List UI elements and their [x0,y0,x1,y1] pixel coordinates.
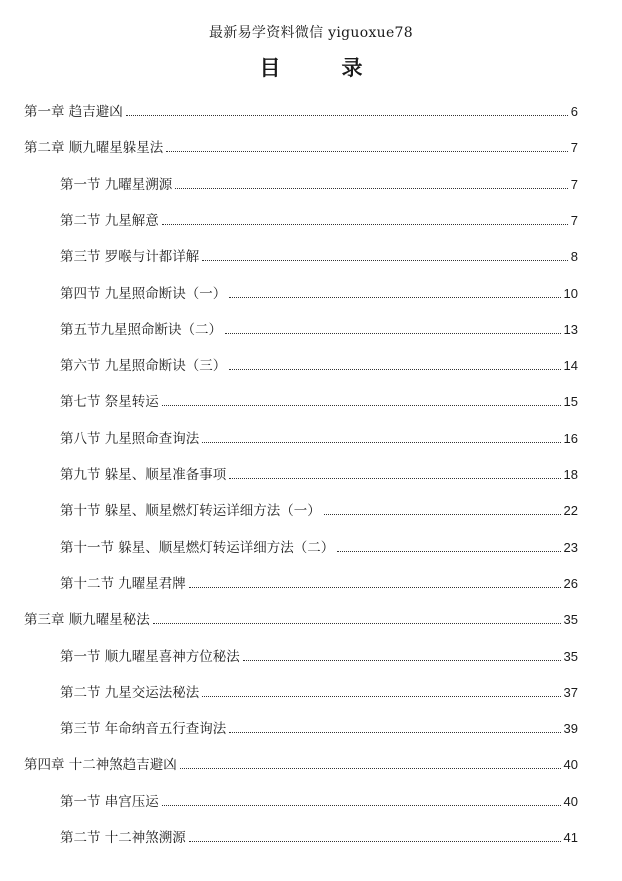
toc-page-number: 41 [563,830,578,845]
toc-dot-leader [229,368,560,370]
toc-page-number: 37 [563,684,578,700]
toc-dot-leader [229,731,560,733]
toc-page-number: 13 [563,321,578,337]
toc-dot-leader [189,586,561,588]
toc-page-number: 7 [570,212,578,228]
toc-entry-text: 第三章 顺九曜星秘法 [24,612,150,629]
toc-section-entry[interactable] [60,790,578,810]
toc-page-number: 23 [563,539,578,555]
toc-page-number: 22 [563,503,578,519]
toc-page-number: 7 [570,176,578,192]
toc-chapter-entry[interactable] [24,100,578,120]
toc-page-number: 10 [563,285,578,301]
toc-entry-text: 第八节 九星照命查询法 [60,430,200,447]
header-note: 最新易学资料微信 yiguoxue78 [209,25,413,41]
toc-dot-leader [229,477,560,479]
toc-page-number: 18 [563,467,578,482]
toc-section-entry[interactable] [60,282,578,302]
toc-page-number: 8 [570,249,578,265]
toc-dot-leader [202,695,560,697]
toc-entry-text: 第十节 躲星、顺星燃灯转运详细方法（一） [60,503,321,520]
toc-entry-text: 第九节 躲星、顺星准备事项 [60,467,227,483]
toc-dot-leader [324,513,561,515]
toc-chapter-entry[interactable] [24,608,578,628]
toc-dot-leader [153,622,561,624]
toc-dot-leader [166,150,567,152]
toc-title: 目 录 [259,55,383,80]
toc-entry-text: 第一章 趋吉避凶 [24,104,123,120]
toc-section-entry[interactable] [60,463,578,483]
toc-entry-text: 第七节 祭星转运 [60,394,159,411]
toc-section-entry[interactable] [60,572,578,592]
toc-dot-leader [202,441,560,443]
toc-section-entry[interactable] [60,717,578,737]
toc-entry-text: 第三节 罗喉与计都详解 [60,249,200,266]
toc-dot-leader [162,404,561,406]
toc-section-entry[interactable] [60,645,578,665]
toc-chapter-entry[interactable] [24,136,578,156]
toc-page-number: 26 [563,575,578,591]
toc-page-number: 16 [563,430,578,446]
toc-entry-text: 第十二节 九曜星君牌 [60,575,186,592]
toc-section-entry[interactable] [60,427,578,447]
toc-entry-text: 第十一节 躲星、顺星燃灯转运详细方法（二） [60,539,335,556]
toc-section-entry[interactable] [60,173,578,193]
toc-entry-text: 第二节 九星交运法秘法 [60,684,200,701]
toc-chapter-entry[interactable] [24,753,578,773]
toc-page-number: 35 [563,648,578,664]
toc-page-number: 39 [563,721,578,737]
toc-page-number: 6 [570,104,578,119]
toc-page-number: 7 [570,140,578,156]
toc-section-entry[interactable] [60,390,578,410]
toc-dot-leader [175,187,567,189]
toc-dot-leader [162,804,561,806]
toc-entry-text: 第三节 年命纳音五行查询法 [60,721,227,738]
toc-entry-text: 第二章 顺九曜星躲星法 [24,140,164,157]
toc-entry-text: 第二节 九星解意 [60,212,159,229]
toc-entry-text: 第四章 十二神煞趋吉避凶 [24,757,177,774]
toc-page-number: 15 [563,394,578,410]
toc-entry-text: 第六节 九星照命断诀（三） [60,358,227,375]
toc-page-number: 14 [563,358,578,374]
toc-page-number: 40 [563,793,578,809]
toc-entry-text: 第一节 九曜星溯源 [60,176,173,193]
toc-entry-text: 第二节 十二神煞溯源 [60,830,186,846]
toc-section-entry[interactable] [60,499,578,519]
toc-dot-leader [229,296,560,298]
toc-dot-leader [337,550,560,552]
toc-entry-text: 第一节 顺九曜星喜神方位秘法 [60,648,240,665]
toc-page-number: 35 [563,612,578,628]
toc-dot-leader [243,659,561,661]
toc-section-entry[interactable] [60,245,578,265]
toc-section-entry[interactable] [60,318,578,338]
toc-section-entry[interactable] [60,354,578,374]
toc-entry-text: 第五节九星照命断诀（二） [60,321,222,338]
toc-dot-leader [225,332,561,334]
toc-entry-text: 第一节 串宫压运 [60,793,159,810]
toc-page-number: 40 [563,757,578,773]
toc-section-entry[interactable] [60,826,578,846]
toc-dot-leader [162,223,568,225]
toc-dot-leader [126,114,568,116]
toc-dot-leader [202,259,567,261]
toc-section-entry[interactable] [60,536,578,556]
toc-entry-text: 第四节 九星照命断诀（一） [60,285,227,302]
toc-section-entry[interactable] [60,681,578,701]
toc-section-entry[interactable] [60,209,578,229]
toc-dot-leader [189,840,561,842]
toc-dot-leader [180,767,561,769]
